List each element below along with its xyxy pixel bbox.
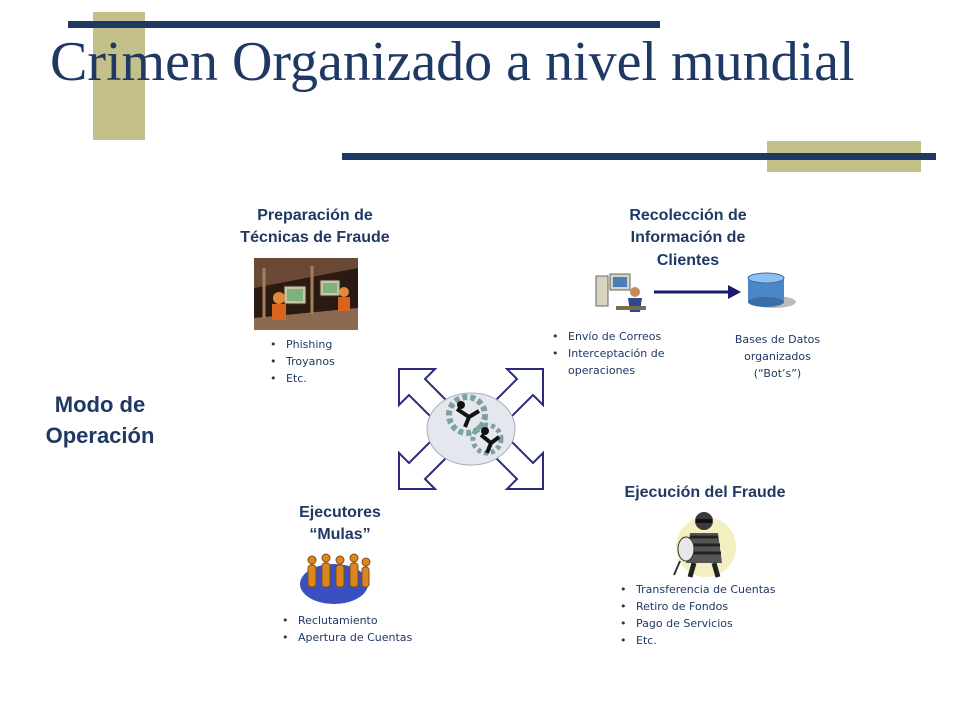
execution-heading-line-1: Ejecución del Fraude bbox=[624, 484, 786, 501]
central-cycle-diagram bbox=[395, 365, 547, 493]
preparation-heading bbox=[205, 205, 425, 250]
group-of-people-icon bbox=[298, 550, 374, 606]
database-note-line-3: (“Bot’s”) bbox=[753, 367, 802, 381]
collection-heading-line-3: Clientes bbox=[656, 251, 720, 269]
list-item: • Apertura de Cuentas bbox=[280, 629, 460, 646]
execution-list bbox=[618, 581, 818, 649]
computer-user-icon bbox=[592, 270, 650, 318]
list-item: • Etc. bbox=[618, 632, 818, 649]
list-item-text: Interceptación de bbox=[568, 347, 665, 361]
list-item: • Phishing bbox=[268, 336, 408, 353]
list-item bbox=[550, 345, 710, 379]
list-item: • Reclutamiento bbox=[280, 612, 460, 629]
mode-label-line-2: Operación bbox=[45, 422, 155, 448]
arrow-to-database-icon bbox=[652, 282, 742, 302]
database-note bbox=[715, 331, 840, 382]
office-workers-icon bbox=[254, 258, 358, 330]
database-note-line-2: organizados bbox=[744, 350, 811, 364]
page-title: Crimen Organizado a nivel mundial bbox=[50, 31, 855, 93]
list-item: • Transferencia de Cuentas bbox=[618, 581, 818, 598]
collection-list bbox=[550, 328, 710, 379]
mode-label bbox=[20, 390, 180, 452]
mules-heading bbox=[260, 502, 420, 547]
list-item-text-continued: operaciones bbox=[568, 364, 636, 378]
list-item: • Etc. bbox=[268, 370, 408, 387]
collection-heading bbox=[578, 205, 798, 272]
decor-line-bottom bbox=[342, 153, 936, 160]
list-item: • Retiro de Fondos bbox=[618, 598, 818, 615]
list-item: • Pago de Servicios bbox=[618, 615, 818, 632]
list-item: • Troyanos bbox=[268, 353, 408, 370]
preparation-list bbox=[268, 336, 408, 387]
database-icon bbox=[742, 270, 798, 310]
database-note-line-1: Bases de Datos bbox=[734, 333, 821, 346]
decor-line-top bbox=[68, 21, 660, 28]
mules-heading-line-1: Ejecutores bbox=[299, 504, 381, 521]
execution-heading bbox=[595, 482, 815, 504]
list-item: • Envío de Correos bbox=[550, 328, 710, 345]
burglar-icon bbox=[668, 505, 738, 579]
mode-label-line-1: Modo de bbox=[54, 392, 146, 417]
collection-heading-line-2: Información de bbox=[630, 229, 746, 247]
preparation-heading-line-2: Técnicas de Fraude bbox=[240, 229, 390, 247]
mules-heading-line-2: “Mulas” bbox=[309, 526, 371, 544]
mules-list bbox=[280, 612, 460, 646]
collection-heading-line-1: Recolección de bbox=[629, 207, 747, 224]
preparation-heading-line-1: Preparación de bbox=[257, 207, 373, 224]
